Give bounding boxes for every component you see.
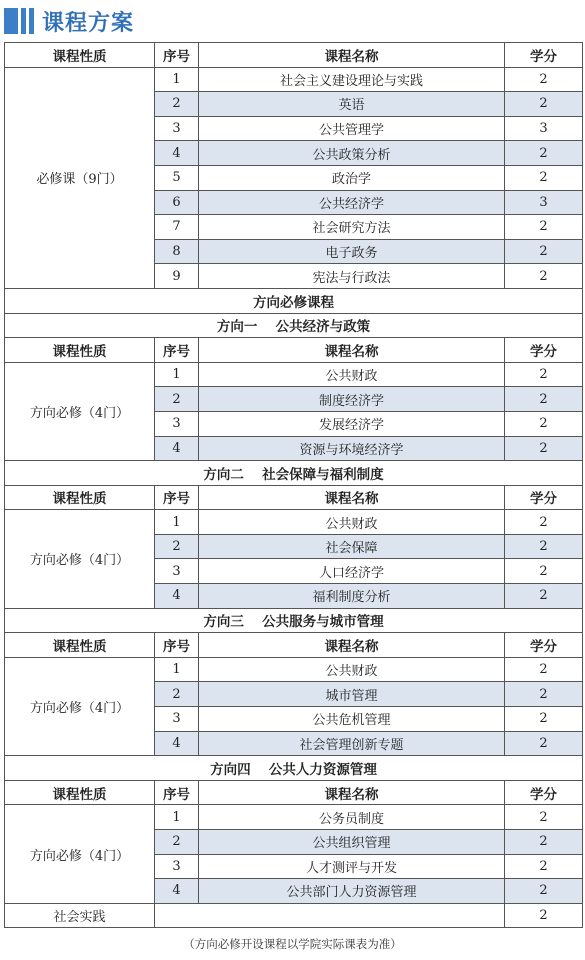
header-name: 课程名称 [199, 43, 505, 68]
course-nature: 方向必修（4门） [5, 657, 155, 755]
page-title: 课程方案 [42, 10, 135, 36]
course-no: 4 [155, 879, 199, 904]
practice-row [5, 903, 583, 928]
course-no: 2 [155, 534, 199, 559]
course-no: 9 [155, 264, 199, 289]
course-name: 人口经济学 [199, 559, 505, 584]
course-credit: 2 [505, 92, 583, 117]
table-header-row [5, 43, 583, 68]
course-credit: 2 [505, 215, 583, 240]
direction-header-row [5, 288, 583, 313]
header-nature: 课程性质 [5, 633, 155, 658]
course-nature: 方向必修（4门） [5, 510, 155, 608]
table-row [5, 362, 583, 387]
title-bar-icon [21, 8, 26, 34]
course-credit: 2 [505, 510, 583, 535]
course-table [4, 42, 583, 928]
table-header-row [5, 780, 583, 805]
header-credit: 学分 [505, 633, 583, 658]
header-name: 课程名称 [199, 633, 505, 658]
header-no: 序号 [155, 485, 199, 510]
course-credit: 2 [505, 141, 583, 166]
course-name: 社会保障 [199, 534, 505, 559]
header-credit: 学分 [505, 338, 583, 363]
course-credit: 2 [505, 707, 583, 732]
course-name: 社会管理创新专题 [199, 731, 505, 756]
title-bar-icon [29, 8, 34, 34]
course-no: 4 [155, 141, 199, 166]
direction-title: 方向一 公共经济与政策 [5, 313, 583, 338]
course-name: 政治学 [199, 165, 505, 190]
direction-title-row [5, 756, 583, 781]
table-row [5, 67, 583, 92]
header-no: 序号 [155, 780, 199, 805]
direction-header: 方向必修课程 [5, 288, 583, 313]
course-name: 公务员制度 [199, 805, 505, 830]
course-nature: 必修课（9门） [5, 67, 155, 288]
direction-title: 方向二 社会保障与福利制度 [5, 461, 583, 486]
course-name: 公共财政 [199, 510, 505, 535]
course-name: 英语 [199, 92, 505, 117]
table-header-row [5, 485, 583, 510]
course-no: 1 [155, 805, 199, 830]
course-no: 3 [155, 559, 199, 584]
header-nature: 课程性质 [5, 485, 155, 510]
course-credit: 2 [505, 264, 583, 289]
direction-title: 方向三 公共服务与城市管理 [5, 608, 583, 633]
header-nature: 课程性质 [5, 43, 155, 68]
course-name: 公共财政 [199, 657, 505, 682]
course-no: 1 [155, 362, 199, 387]
table-header-row [5, 338, 583, 363]
header-no: 序号 [155, 43, 199, 68]
course-credit: 2 [505, 411, 583, 436]
page-title-block [4, 4, 134, 38]
course-name: 制度经济学 [199, 387, 505, 412]
course-credit: 3 [505, 116, 583, 141]
practice-nature: 社会实践 [5, 903, 155, 928]
course-no: 5 [155, 165, 199, 190]
course-credit: 2 [505, 584, 583, 609]
course-no: 1 [155, 510, 199, 535]
course-name: 社会主义建设理论与实践 [199, 67, 505, 92]
course-no: 4 [155, 731, 199, 756]
course-no: 7 [155, 215, 199, 240]
table-row [5, 657, 583, 682]
course-name: 电子政务 [199, 239, 505, 264]
course-no: 3 [155, 707, 199, 732]
course-credit: 2 [505, 879, 583, 904]
header-credit: 学分 [505, 780, 583, 805]
header-name: 课程名称 [199, 485, 505, 510]
course-credit: 2 [505, 239, 583, 264]
table-header-row [5, 633, 583, 658]
course-no: 2 [155, 387, 199, 412]
course-name: 公共组织管理 [199, 830, 505, 855]
course-name: 发展经济学 [199, 411, 505, 436]
course-credit: 2 [505, 682, 583, 707]
header-credit: 学分 [505, 43, 583, 68]
header-name: 课程名称 [199, 780, 505, 805]
course-name: 资源与环境经济学 [199, 436, 505, 461]
course-nature: 方向必修（4门） [5, 805, 155, 903]
header-name: 课程名称 [199, 338, 505, 363]
course-credit: 3 [505, 190, 583, 215]
course-no: 3 [155, 116, 199, 141]
practice-credit: 2 [505, 903, 583, 928]
course-credit: 2 [505, 559, 583, 584]
course-name: 城市管理 [199, 682, 505, 707]
header-nature: 课程性质 [5, 780, 155, 805]
course-no: 1 [155, 657, 199, 682]
course-name: 人才测评与开发 [199, 854, 505, 879]
practice-name [155, 903, 505, 928]
course-name: 公共政策分析 [199, 141, 505, 166]
title-bar-icon [4, 8, 18, 34]
course-name: 公共管理学 [199, 116, 505, 141]
course-credit: 2 [505, 805, 583, 830]
course-credit: 2 [505, 165, 583, 190]
course-name: 公共部门人力资源管理 [199, 879, 505, 904]
course-credit: 2 [505, 731, 583, 756]
course-credit: 2 [505, 362, 583, 387]
direction-title: 方向四 公共人力资源管理 [5, 756, 583, 781]
footnote: （方向必修开设课程以学院实际课表为准） [183, 937, 402, 951]
header-credit: 学分 [505, 485, 583, 510]
course-no: 2 [155, 830, 199, 855]
course-credit: 2 [505, 67, 583, 92]
course-credit: 2 [505, 854, 583, 879]
course-no: 2 [155, 92, 199, 117]
course-name: 公共财政 [199, 362, 505, 387]
table-row [5, 510, 583, 535]
course-no: 6 [155, 190, 199, 215]
course-no: 4 [155, 436, 199, 461]
course-credit: 2 [505, 387, 583, 412]
course-name: 社会研究方法 [199, 215, 505, 240]
course-nature: 方向必修（4门） [5, 362, 155, 460]
course-name: 福利制度分析 [199, 584, 505, 609]
direction-title-row [5, 461, 583, 486]
course-no: 2 [155, 682, 199, 707]
course-credit: 2 [505, 436, 583, 461]
course-name: 宪法与行政法 [199, 264, 505, 289]
header-no: 序号 [155, 633, 199, 658]
course-credit: 2 [505, 657, 583, 682]
course-no: 8 [155, 239, 199, 264]
direction-title-row [5, 313, 583, 338]
course-no: 4 [155, 584, 199, 609]
table-row [5, 805, 583, 830]
course-credit: 2 [505, 830, 583, 855]
course-credit: 2 [505, 534, 583, 559]
header-nature: 课程性质 [5, 338, 155, 363]
course-no: 3 [155, 854, 199, 879]
direction-title-row [5, 608, 583, 633]
course-no: 1 [155, 67, 199, 92]
course-no: 3 [155, 411, 199, 436]
header-no: 序号 [155, 338, 199, 363]
course-name: 公共经济学 [199, 190, 505, 215]
course-name: 公共危机管理 [199, 707, 505, 732]
